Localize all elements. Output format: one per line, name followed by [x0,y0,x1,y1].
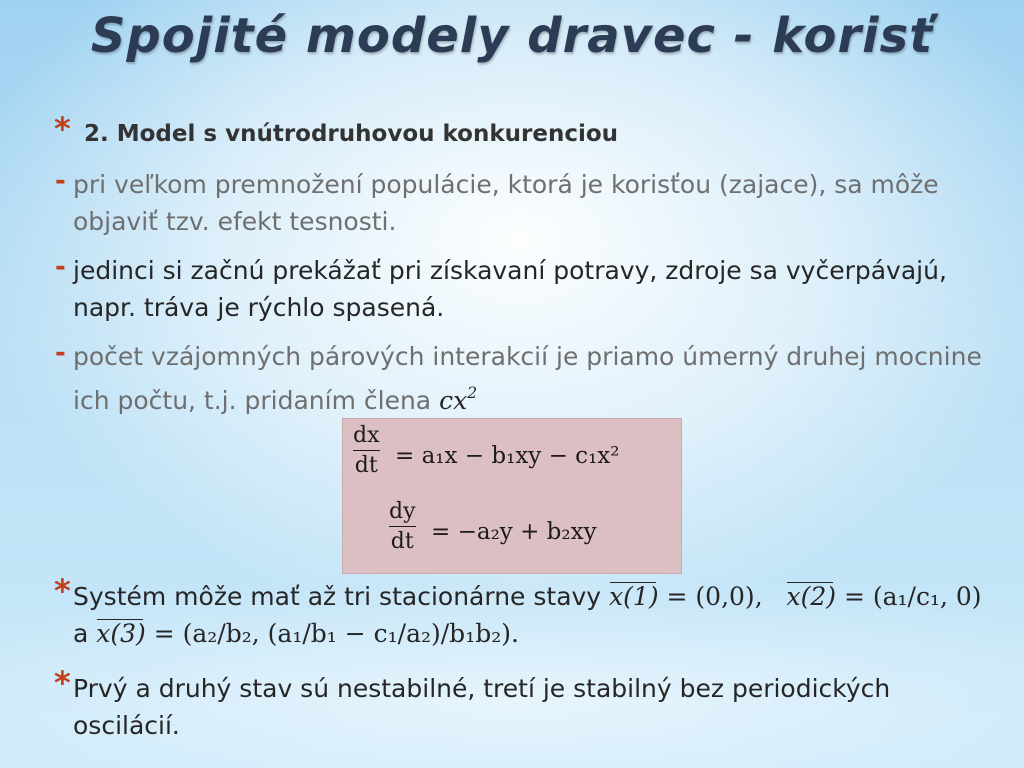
state-2: x(2) = (a₁/c₁, 0) [786,582,981,611]
equation-box [342,418,682,574]
fraction-dy-dt [389,499,416,554]
bullet-asterisk: * [54,664,71,702]
connector-a: a [73,619,89,648]
bullet-2-text: Systém môže mať až tri stacionárne stavy [73,582,602,611]
dash-item-3 [73,338,993,419]
state-3: x(3) = (a₂/b₂, (a₁/b₁ − c₁/a₂)/b₁b₂). [96,619,519,648]
dash-item-3-text: počet vzájomných párových interakcií je priamo úmerný druhej mocnine ich počtu, t.j. pridaním člena [73,342,982,415]
equation-2-rhs: = −a₂y + b₂xy [431,519,597,545]
dash-marker: - [55,252,66,282]
fraction-numerator: dy [389,499,416,527]
dash-marker: - [55,338,66,368]
fraction-numerator: dx [353,423,380,451]
state-1: x(1) = (0,0), [609,582,763,611]
fraction-denominator: dt [390,529,414,554]
dash-marker: - [55,166,66,196]
bullet-asterisk: * [54,110,71,148]
equation-1-rhs: = a₁x − b₁xy − c₁x² [395,443,620,469]
bullet-item-stability: Prvý a druhý stav sú nestabilné, tretí je stabilný bez periodických oscilácií. [73,674,891,740]
bullet-item-stationary-states [73,578,1003,652]
fraction-denominator: dt [354,453,378,478]
dash-item-1: pri veľkom premnožení populácie, ktorá je korisťou (zajace), sa môže objaviť tzv. efekt tesnosti. [73,170,939,236]
term-cx: $cx^2$ [439,384,478,415]
fraction-dx-dt [353,423,380,478]
slide-title: Spojité modely dravec - korisť [90,8,934,64]
dash-item-2: jedinci si začnú prekážať pri získavaní potravy, zdroje sa vyčerpávajú, napr. tráva je rýchlo spasená. [73,256,947,322]
section-heading: 2. Model s vnútrodruhovou konkurenciou [84,121,619,147]
bullet-asterisk: * [54,572,71,610]
